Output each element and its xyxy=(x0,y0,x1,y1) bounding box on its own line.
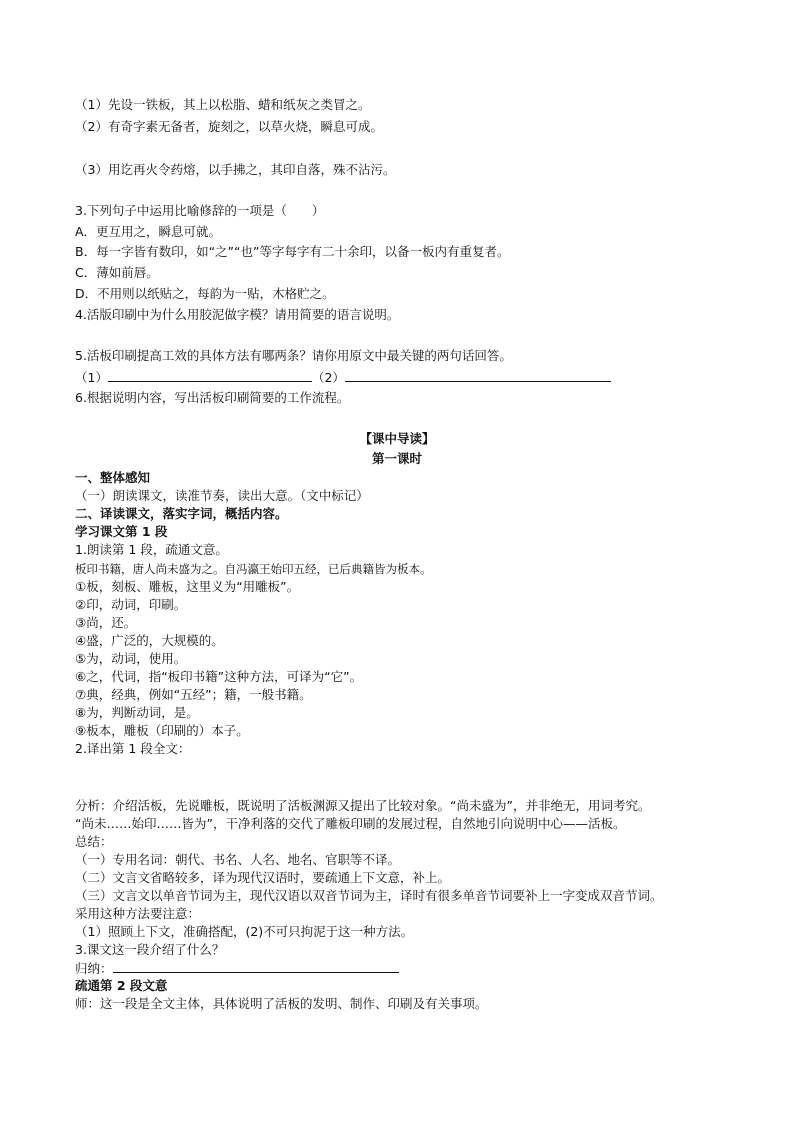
note-6: ⑥之，代词，指“板印书籍”这种方法，可译为“它”。 xyxy=(75,669,363,684)
answer-1-label: （1） xyxy=(75,370,108,385)
summary-item-3: （三）文言文以单音节词为主，现代汉语以双音节词为主，译时有很多单音节词要补上一字变成双音节词。 xyxy=(75,888,663,903)
option-b: B．每一字皆有数印，如“之”“也”等字每字有二十余印，以备一板内有重复者。 xyxy=(75,244,510,259)
top-line-3: （3）用讫再火令药熔，以手拂之，其印自落，殊不沾污。 xyxy=(75,162,396,177)
note-5: ⑤为，动词，使用。 xyxy=(75,651,187,666)
summary-item-2: （二）文言文省略较多，译为现代汉语时，要疏通上下文意，补上。 xyxy=(75,870,451,885)
read-instruction: 1.朗读第 1 段，疏通文意。 xyxy=(75,542,228,557)
analysis-line-1: 分析：介绍活板，先说雕板，既说明了活板渊源又提出了比较对象。“尚未盛为”，并非绝无，用词考究。 xyxy=(75,798,651,813)
guina-row xyxy=(75,959,399,978)
option-a: A．更互用之，瞬息可就。 xyxy=(75,224,222,239)
note-3: ③尚，还。 xyxy=(75,615,137,630)
option-c: C．薄如前唇。 xyxy=(75,265,159,280)
option-d: D．不用则以纸贴之，每韵为一贴，木格贮之。 xyxy=(75,286,335,301)
analysis-line-2: “尚未……始印……皆为”，干净利落的交代了雕板印刷的发展过程，自然地引向说明中心——活板。 xyxy=(75,816,626,831)
guina-blank[interactable] xyxy=(113,959,399,973)
method-text: （1）照顾上下文，准确搭配，(2)不可只拘泥于这一种方法。 xyxy=(75,924,414,939)
top-line-2: （2）有奇字素无备者，旋刻之，以草火烧，瞬息可成。 xyxy=(75,119,383,134)
question-3-stem: 3.下列句子中运用比喻修辞的一项是（ ） xyxy=(75,203,325,218)
part-1-item: （一）朗读课文，读准节奏，读出大意。（文中标记） xyxy=(75,488,369,503)
part-2-subheading: 学习课文第 1 段 xyxy=(75,524,168,539)
teacher-note: 师：这一段是全文主体，具体说明了活板的发明、制作、印刷及有关事项。 xyxy=(75,996,488,1011)
question-5-stem: 5.活板印刷提高工效的具体方法有哪两条？请你用原文中最关键的两句话回答。 xyxy=(75,348,512,363)
note-7: ⑦典，经典，例如“五经”；籍，一般书籍。 xyxy=(75,687,312,702)
answer-1-blank[interactable] xyxy=(108,368,312,382)
intro-question: 3.课文这一段介绍了什么？ xyxy=(75,942,225,957)
note-9: ⑨板本，雕板（印刷的）本子。 xyxy=(75,723,249,738)
translate-prompt: 2.译出第 1 段全文： xyxy=(75,741,191,756)
answer-2-label: （2） xyxy=(311,370,345,385)
original-text: 板印书籍，唐人尚未盛为之。自冯瀛王始印五经，已后典籍皆为板本。 xyxy=(75,562,432,576)
method-heading: 采用这种方法要注意： xyxy=(75,906,201,921)
note-4: ④盛，广泛的，大规模的。 xyxy=(75,633,224,648)
part-1-heading: 一、整体感知 xyxy=(75,470,151,485)
note-8: ⑧为，判断动词，是。 xyxy=(75,705,199,720)
question-4: 4.活版印刷中为什么用胶泥做字模？请用简要的语言说明。 xyxy=(75,307,400,322)
part-2-heading: 二、译读课文，落实字词，概括内容。 xyxy=(75,506,288,521)
section-subtitle: 第一课时 xyxy=(371,451,422,466)
question-6: 6.根据说明内容，写出活板印刷简要的工作流程。 xyxy=(75,390,350,405)
answer-2-blank[interactable] xyxy=(345,368,611,382)
summary-heading: 总结： xyxy=(75,834,113,849)
question-5-answers xyxy=(75,368,611,387)
summary-item-1: （一）专用名词：朝代、书名、人名、地名、官职等不译。 xyxy=(75,852,401,867)
note-2: ②印，动词，印刷。 xyxy=(75,597,187,612)
para-2-heading: 疏通第 2 段文意 xyxy=(75,978,168,993)
note-1: ①板，刻板、雕板，这里义为“用雕板”。 xyxy=(75,579,300,594)
top-line-1: （1）先设一铁板，其上以松脂、蜡和纸灰之类冒之。 xyxy=(75,97,371,112)
guina-label: 归纳： xyxy=(75,961,113,976)
section-title: 【课中导读】 xyxy=(359,431,435,446)
